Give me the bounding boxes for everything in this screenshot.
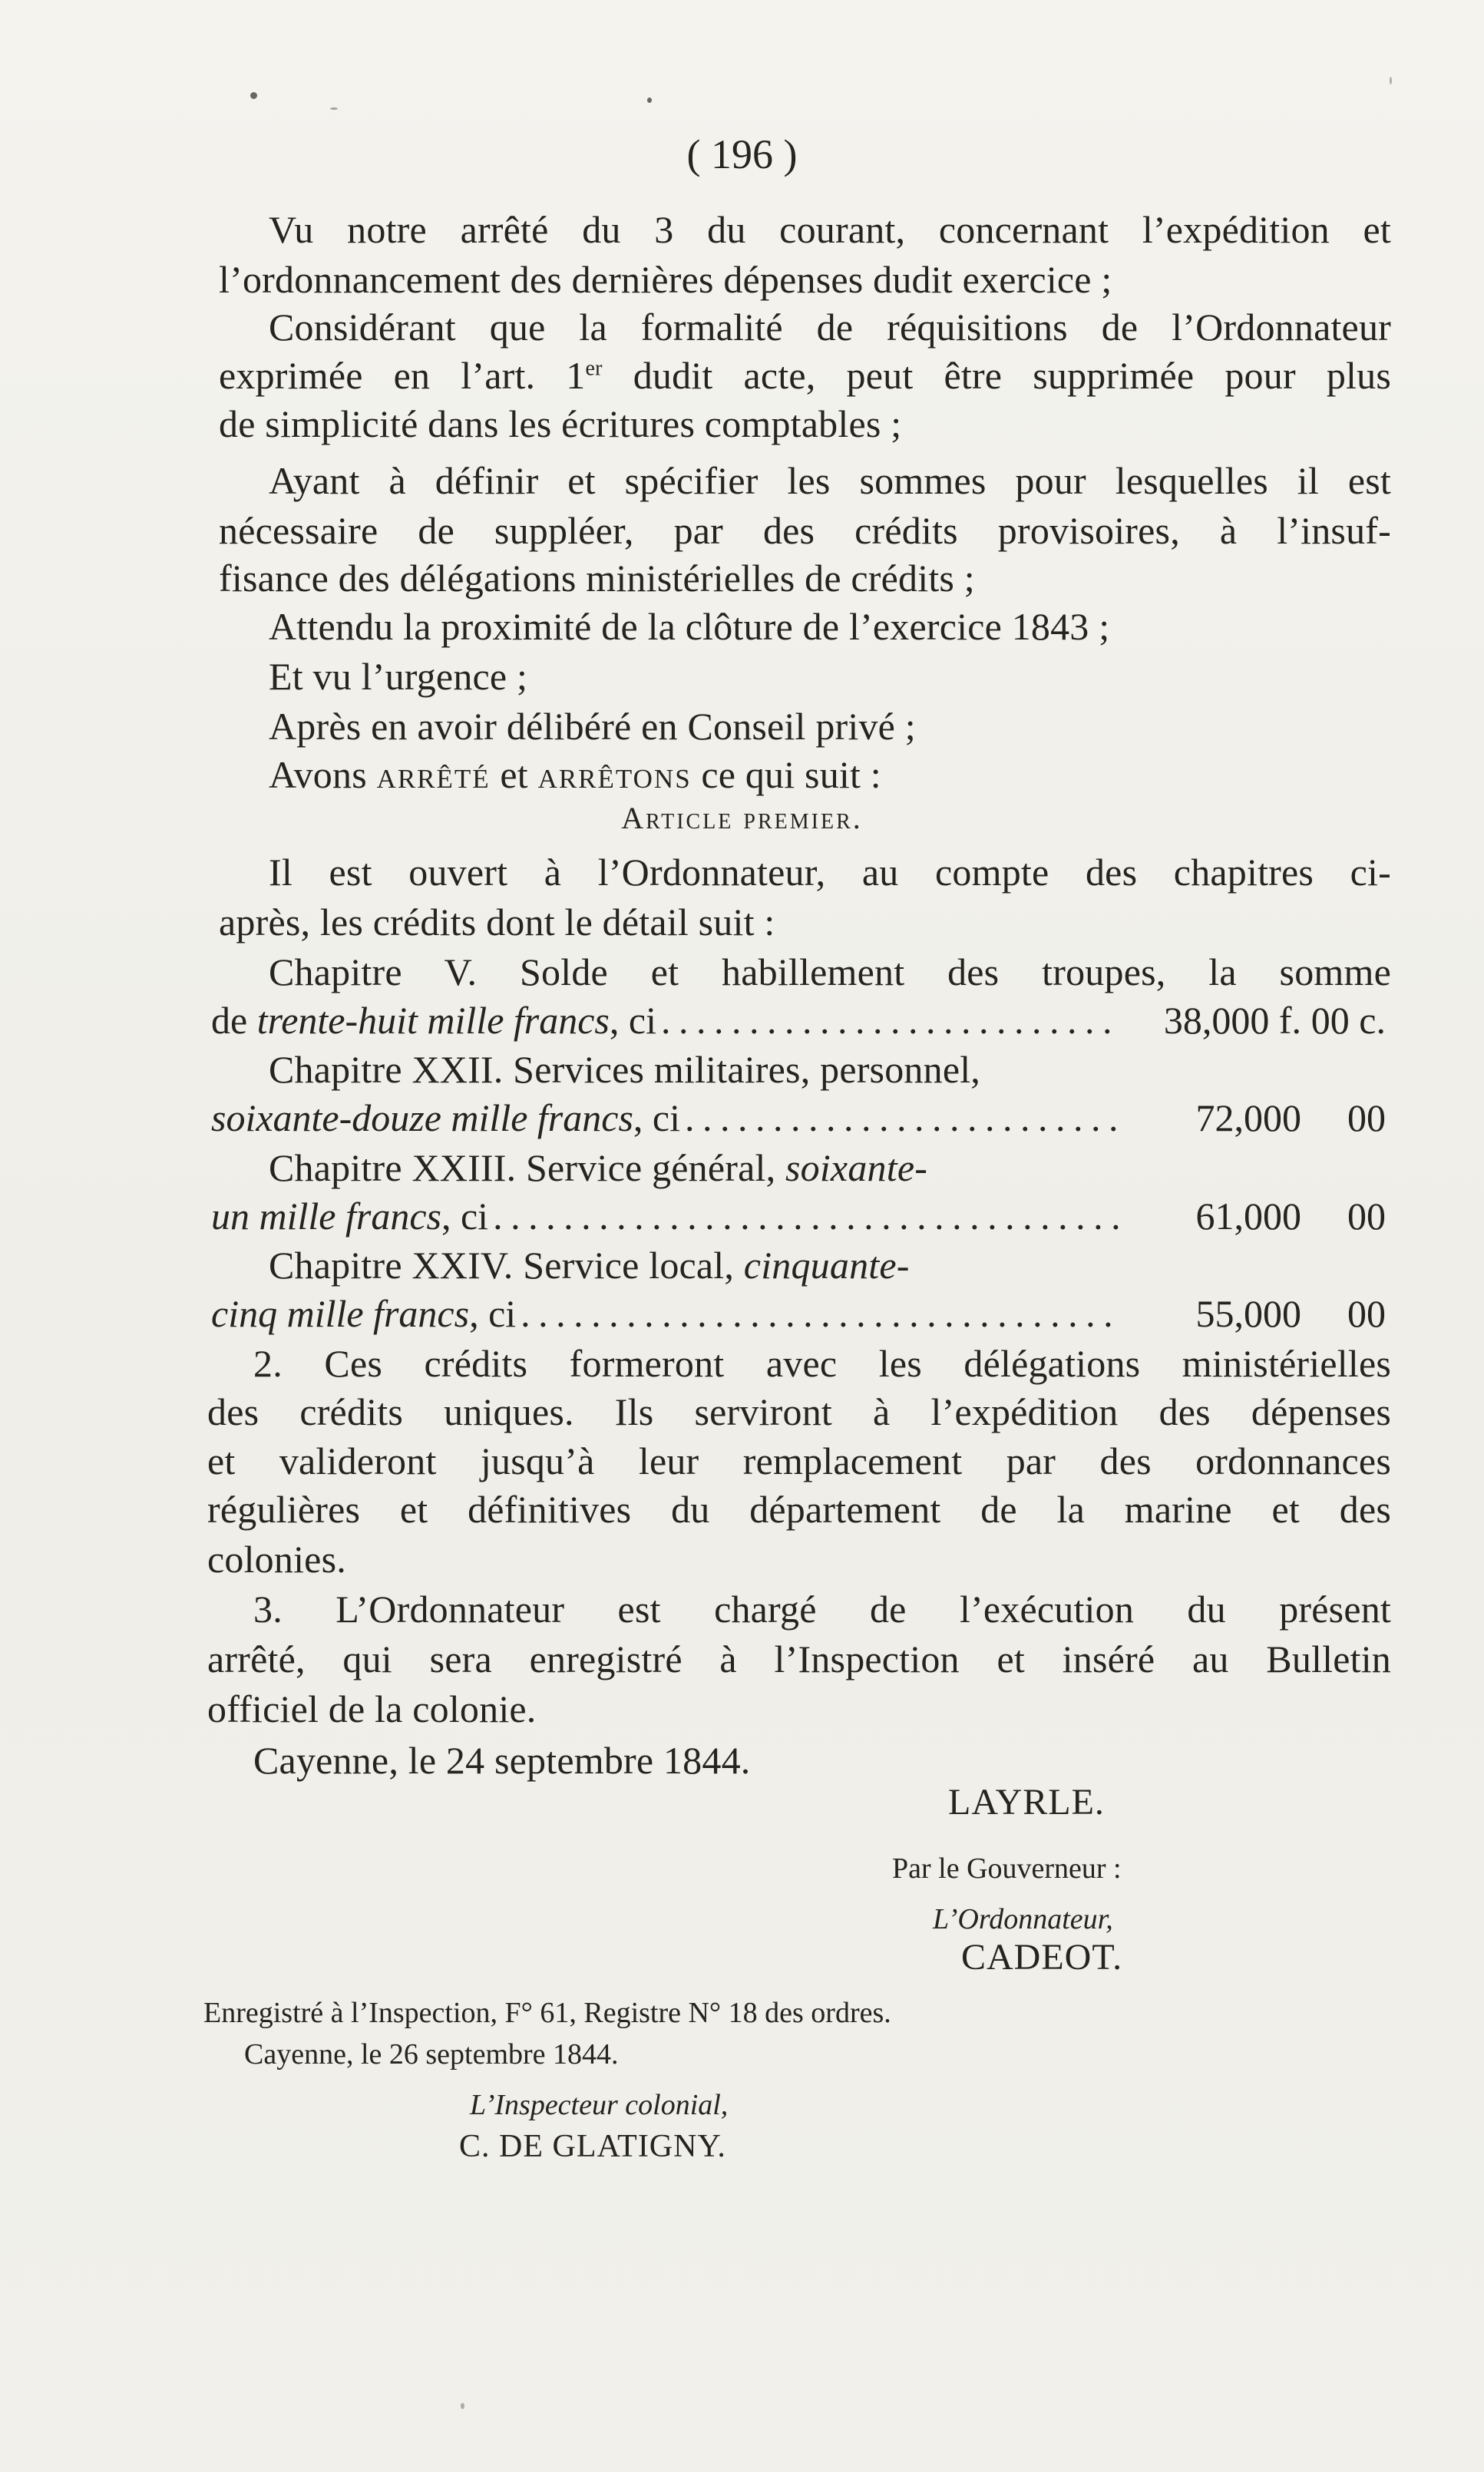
text-line: Après en avoir délibéré en Conseil privé ; bbox=[269, 705, 916, 748]
credit-cents: 00 bbox=[1347, 1195, 1386, 1238]
text-line: de simplicité dans les écritures comptables ; bbox=[219, 402, 902, 445]
dot-leader bbox=[685, 1094, 1119, 1142]
text-line: Considérant que la formalité de réquisitions de l’Ordonnateur bbox=[269, 306, 1391, 349]
chapter-heading bbox=[269, 1144, 927, 1191]
text-span: exprimée en l’art. 1er dudit acte, peut être supprimée pour plus bbox=[219, 354, 1391, 397]
text-span: Avons bbox=[269, 753, 377, 796]
text-line bbox=[269, 751, 881, 798]
text-line: des crédits uniques. Ils serviront à l’expédition des dépenses bbox=[207, 1390, 1391, 1433]
by-governor-label: Par le Gouverneur : bbox=[892, 1852, 1122, 1885]
text-line: Attendu la proximité de la clôture de l’exercice 1843 ; bbox=[269, 605, 1110, 648]
text-span-italic: soixante- bbox=[785, 1146, 928, 1189]
text-line: nécessaire de suppléer, par des crédits provisoires, à l’insuf- bbox=[219, 509, 1391, 552]
credit-amount: 72,000 bbox=[1195, 1096, 1301, 1139]
text-span: , ci bbox=[609, 999, 656, 1042]
text-span: Chapitre XXIII. Service général, bbox=[269, 1146, 785, 1189]
paper-speck bbox=[647, 97, 652, 103]
credit-amount: 55,000 bbox=[1195, 1292, 1301, 1335]
credit-label bbox=[211, 1192, 488, 1240]
small-caps-word: arrêtons bbox=[537, 753, 692, 796]
text-span: et bbox=[490, 753, 538, 796]
credit-label bbox=[211, 996, 656, 1044]
small-caps-word: arrêté bbox=[376, 753, 491, 796]
credit-cents: 00 bbox=[1347, 1096, 1386, 1139]
credit-amount-words: un mille francs bbox=[211, 1195, 441, 1238]
text-line: colonies. bbox=[207, 1538, 346, 1581]
inspector-signature: C. DE GLATIGNY. bbox=[459, 2129, 726, 2164]
credit-row bbox=[211, 1290, 1386, 1337]
text-line: 3. L’Ordonnateur est chargé de l’exécution du présent bbox=[253, 1588, 1391, 1631]
text-span: , ci bbox=[469, 1292, 517, 1335]
credit-row bbox=[211, 1192, 1386, 1240]
dot-leader bbox=[493, 1192, 1119, 1240]
governor-signature: LAYRLE. bbox=[948, 1782, 1105, 1823]
text-line: Et vu l’urgence ; bbox=[269, 655, 528, 698]
credit-row bbox=[211, 1094, 1386, 1142]
credit-amount: 38,000 f. bbox=[1163, 999, 1301, 1042]
ordonnateur-role bbox=[933, 1901, 1113, 1938]
paper-speck bbox=[250, 92, 257, 99]
chapter-heading: Chapitre V. Solde et habillement des troupes, la somme bbox=[269, 950, 1391, 993]
chapter-heading: Chapitre XXII. Services militaires, personnel, bbox=[269, 1048, 980, 1091]
ordonnateur-signature: CADEOT. bbox=[961, 1937, 1123, 1978]
text-line: régulières et définitives du département de la marine et des bbox=[207, 1488, 1391, 1531]
text-line bbox=[219, 352, 1391, 399]
text-line: 2. Ces crédits formeront avec les délégations ministérielles bbox=[253, 1342, 1391, 1385]
dateline: Cayenne, le 24 septembre 1844. bbox=[253, 1739, 751, 1782]
text-line: Vu notre arrêté du 3 du courant, concernant l’expédition et bbox=[269, 208, 1391, 251]
text-line: Il est ouvert à l’Ordonnateur, au compte des chapitres ci- bbox=[269, 851, 1391, 894]
text-span-italic: cinquante- bbox=[743, 1244, 910, 1287]
text-line: officiel de la colonie. bbox=[207, 1687, 537, 1730]
credit-label bbox=[211, 1290, 516, 1337]
registration-date: Cayenne, le 26 septembre 1844. bbox=[244, 2038, 619, 2070]
text-line: arrêté, qui sera enregistré à l’Inspection et inséré au Bulletin bbox=[207, 1638, 1391, 1680]
chapter-heading bbox=[269, 1241, 910, 1289]
text-line: fisance des délégations ministérielles de crédits ; bbox=[219, 557, 975, 600]
registration-line: Enregistré à l’Inspection, F° 61, Registre N° 18 des ordres. bbox=[203, 1997, 891, 2029]
credit-amount-words: cinq mille francs bbox=[211, 1292, 470, 1335]
text-span: Chapitre XXIV. Service local, bbox=[269, 1244, 744, 1287]
credit-amount: 61,000 bbox=[1195, 1195, 1301, 1238]
text-line: l’ordonnancement des dernières dépenses dudit exercice ; bbox=[219, 258, 1112, 301]
article-heading: Article premier. bbox=[621, 801, 863, 835]
credit-label bbox=[211, 1094, 680, 1142]
dot-leader bbox=[521, 1290, 1119, 1337]
credit-cents: 00 c. bbox=[1310, 999, 1386, 1042]
text-span: de bbox=[211, 999, 257, 1042]
text-span: ce qui suit : bbox=[691, 753, 881, 796]
text-span: , ci bbox=[633, 1096, 680, 1139]
paper-speck bbox=[1390, 77, 1392, 84]
text-span: L’Ordonnateur, bbox=[933, 1903, 1113, 1935]
text-span: , ci bbox=[441, 1195, 489, 1238]
text-line: et valideront jusqu’à leur remplacement par des ordonnances bbox=[207, 1439, 1391, 1482]
credit-row bbox=[211, 996, 1386, 1044]
dot-leader bbox=[661, 996, 1119, 1044]
text-line: après, les crédits dont le détail suit : bbox=[219, 901, 775, 944]
text-line: Ayant à définir et spécifier les sommes pour lesquelles il est bbox=[269, 459, 1391, 502]
credit-cents: 00 bbox=[1347, 1292, 1386, 1335]
credit-amount-words: trente-huit mille francs bbox=[256, 999, 610, 1042]
inspector-role: L’Inspecteur colonial, bbox=[470, 2089, 729, 2121]
paper-speck bbox=[330, 107, 338, 110]
paper-speck bbox=[461, 2403, 464, 2409]
page-number: ( 196 ) bbox=[686, 131, 798, 177]
credit-amount-words: soixante-douze mille francs bbox=[211, 1096, 633, 1139]
